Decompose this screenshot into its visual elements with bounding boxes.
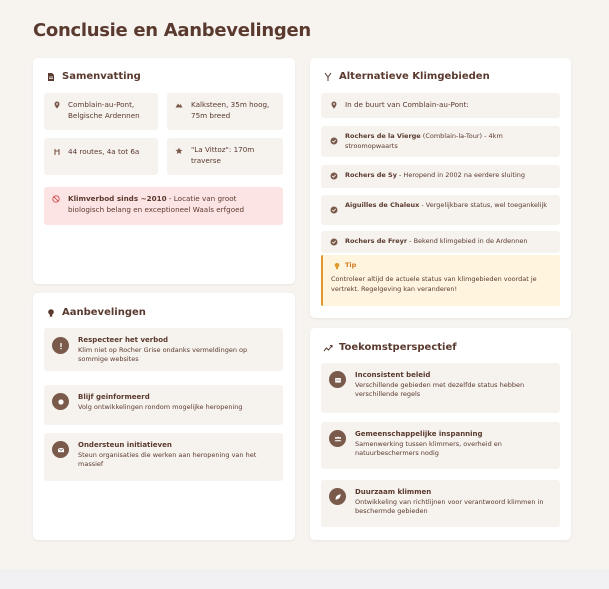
alternatives-title: Alternatieve Klimgebieden <box>323 71 490 82</box>
fact-rock <box>167 93 283 130</box>
summary-card <box>33 58 295 284</box>
recommendation-item <box>44 433 283 481</box>
recommendations-card <box>33 293 295 540</box>
recommendation-text: Blijf geïnformeerd Volg ontwikkelingen rondom mogelijke heropening <box>78 393 243 411</box>
fact-text: 44 routes, 4a tot 6a <box>68 147 140 156</box>
future-item: Inconsistent beleid Verschillende gebieden met dezelfde status hebben verschillende regels <box>321 363 560 413</box>
recommendation-item <box>44 385 283 425</box>
recommendation-text: Ondersteun initiatieven Steun organisaties die werken aan heropening van het massief <box>78 441 257 468</box>
tip-box: Tip Controleer altijd de actuele status van klimgebieden voordat je vertrekt. Regelgeving kan veranderen! <box>321 255 560 306</box>
people-icon <box>329 430 346 447</box>
alternative-item: Rochers de Sy - Heropend in 2002 na eerdere sluiting <box>321 165 560 188</box>
page-title: Conclusie en Aanbevelingen <box>33 20 311 41</box>
climbing-ban-warning <box>44 187 283 225</box>
climbing-hook-icon <box>323 72 333 82</box>
fact-routes <box>44 138 158 175</box>
footer-strip <box>0 569 609 589</box>
fact-text: Kalksteen, 35m hoog, 75m breed <box>191 100 270 120</box>
summary-title: Samenvatting <box>46 71 141 82</box>
route-icon <box>53 148 61 156</box>
tip-label: Tip <box>333 261 356 271</box>
future-item: Duurzaam klimmen Ontwikkeling van richtlijnen voor verantwoord klimmen in beschermde gebieden <box>321 480 560 527</box>
building-icon <box>329 371 346 388</box>
fact-text: Comblain-au-Pont, Belgische Ardennen <box>68 100 140 120</box>
recommendation-text: Respecteer het verbod Klim niet op Rocher Grise ondanks vermeldingen op sommige websites <box>78 336 248 363</box>
trend-chart-icon <box>323 343 333 353</box>
recommendation-item <box>44 328 283 371</box>
location-pin-icon <box>53 101 61 109</box>
check-circle-icon <box>330 172 338 180</box>
ban-icon <box>52 195 60 203</box>
alternatives-intro: In de buurt van Comblain-au-Pont: <box>321 93 560 118</box>
check-circle-icon <box>330 206 338 214</box>
alternative-item: Rochers de la Vierge (Comblain-la-Tour) - 4km stroomopwaarts <box>321 126 560 157</box>
fact-traverse <box>167 138 283 175</box>
alternatives-card <box>310 58 571 318</box>
fact-location <box>44 93 158 130</box>
alternative-item: Rochers de Freyr - Bekend klimgebied in de Ardennen <box>321 231 560 253</box>
document-icon <box>46 72 56 82</box>
alternative-item: Aiguilles de Chaleux - Vergelijkbare status, wel toegankelijk <box>321 195 560 225</box>
future-item: Gemeenschappelijke inspanning Samenwerking tussen klimmers, overheid en natuurbeschermers nodig <box>321 422 560 469</box>
lightbulb-icon <box>46 308 56 318</box>
envelope-icon <box>52 441 69 458</box>
exclamation-icon <box>52 337 69 354</box>
future-card <box>310 328 571 540</box>
fact-text: "La Vittoz": 170m traverse <box>191 145 255 165</box>
future-title: Toekomstperspectief <box>323 342 457 353</box>
check-circle-icon <box>330 238 338 246</box>
lightbulb-icon <box>333 262 341 270</box>
leaf-icon <box>329 488 346 505</box>
info-circle-icon <box>52 393 69 410</box>
star-icon <box>175 147 183 155</box>
location-pin-icon <box>330 101 338 109</box>
warning-text: Klimverbod sinds ~2010 - Locatie van groot biologisch belang en exceptioneel Waals erfgoed <box>68 194 245 214</box>
recommendations-title: Aanbevelingen <box>46 307 146 318</box>
mountain-icon <box>175 101 183 109</box>
check-circle-icon <box>330 137 338 145</box>
